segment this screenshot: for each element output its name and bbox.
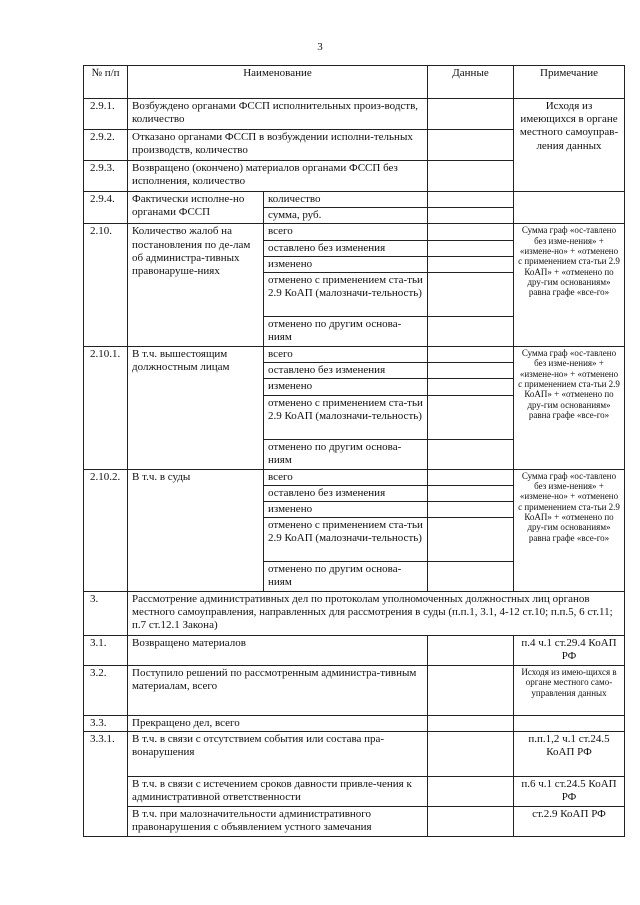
data-cell[interactable] (428, 130, 514, 161)
table-row: 3.1. Возвращено материалов п.4 ч.1 ст.29.4 КоАП РФ (84, 636, 625, 666)
table-row: 3.2. Поступило решений по рассмотренным администра-тивным материалам, всего Исходя из имею-щихся в органе местного само-управления данных (84, 666, 625, 716)
table-row: 2.9.4. Фактически исполне-но органами ФССП количество (84, 192, 625, 208)
table-row: 2.9.3. Возвращено (окончено) материалов органами ФССП без исполнения, количество (84, 161, 625, 192)
data-cell[interactable] (428, 316, 514, 346)
table-row: 2.9.2. Отказано органами ФССП в возбуждении исполни-тельных производств, количество (84, 130, 625, 161)
data-cell[interactable] (428, 346, 514, 362)
data-cell[interactable] (428, 99, 514, 130)
data-cell[interactable] (428, 379, 514, 395)
note-cell: Сумма граф «ос-тавлено без изме-нения» + «измене-но» + «отменено с применением ста-тьи 2.9 КоАП» + «отменено по дру-гим основаниям» равна графе «все-го» (514, 469, 625, 592)
table-row: 3. Рассмотрение административных дел по протоколам уполномоченных должностных лиц органов местного самоуправления, направленных для рассмотрения в суды (п.п.1, 3.1, 4-12 ст.10; п.п.5, 6 ст.11; п.7 ст.12.1 Закона) (84, 592, 625, 636)
note-cell: Сумма граф «ос-тавлено без изме-нения» + «измене-но» + «отменено с применением ста-тьи 2.9 КоАП» + «отменено по дру-гим основаниям» равна графе «все-го» (514, 224, 625, 347)
table-row: 3.3.1. В т.ч. в связи с отсутствием события или состава пра-вонарушения п.п.1,2 ч.1 ст.24.5 КоАП РФ (84, 732, 625, 777)
header-name: Наименование (128, 66, 428, 99)
data-cell[interactable] (428, 807, 514, 837)
note-cell (514, 192, 625, 224)
data-cell[interactable] (428, 395, 514, 439)
data-cell[interactable] (428, 192, 514, 208)
data-cell[interactable] (428, 501, 514, 517)
data-cell[interactable] (428, 272, 514, 316)
table-row: В т.ч. в связи с истечением сроков давности привле-чения к административной ответственности п.6 ч.1 ст.24.5 КоАП РФ (84, 777, 625, 807)
table-row: В т.ч. при малозначительности административного правонарушения с объявлением устного замечания ст.2.9 КоАП РФ (84, 807, 625, 837)
data-cell[interactable] (428, 485, 514, 501)
data-cell[interactable] (428, 469, 514, 485)
data-cell[interactable] (428, 732, 514, 777)
table-header (84, 66, 625, 99)
header-num: № п/п (84, 66, 128, 99)
table-row: 2.9.1. Возбуждено органами ФССП исполнительных произ-водств, количество Исходя из имеющихся в органе местного самоуправ-ления данных (84, 99, 625, 130)
data-cell[interactable] (428, 208, 514, 224)
table-row: 3.3. Прекращено дел, всего (84, 716, 625, 732)
data-cell[interactable] (428, 666, 514, 716)
data-cell[interactable] (428, 240, 514, 256)
note-cell: Исходя из имеющихся в органе местного самоуправ-ления данных (514, 99, 625, 192)
data-cell[interactable] (428, 636, 514, 666)
report-table: № п/п Наименование Данные Примечание 2.9.1. Возбуждено органами ФССП исполнительных произ-водств, количество Исходя из имеющихся в органе местного самоуправ-ления данных 2.9.2. Отказано органами ФССП в возбуждении исполни-тельных производств, количество 2.9.3. Возвращено (окончено) материалов органами ФССП без исполнения, количество 2.9.4. Фактически исполне-но органами ФССП количество сумма, руб. 2.10. Количество жалоб на постановления по де-лам об администра-тивных правонаруше-ниях всего Сумма граф «ос-тавлено без изме-нения» + «измене-но» + «отменено с применением ста-тьи 2.9 КоАП» + «отменено по дру-гим основаниям» равна графе «все-го» оставлено без изменения изменено отменено с применением ста-тьи 2.9 КоАП (малозначи-тельность) отменено по другим основа-ниям 2.10.1. В т.ч. вышестоящим должностным лицам всего Сумма граф «ос-тавлено без изме-нения» + «измене-но» + «отменено с применением ста-тьи 2.9 КоАП» + «отменено по дру-гим основаниям» равна графе «все-го» оставлено без изменения изменено отменено с применением ста-тьи 2.9 КоАП (малозначи-тельность) отменено по другим основа-ниям 2.10.2. В т.ч. в суды всего Сумма граф «ос-тавлено без изме-нения» + «измене-но» + «отменено с применением ста-тьи 2.9 КоАП» + «отменено по дру-гим основаниям» равна графе «все-го» оставлено без изменения изменено отменено с применением ста-тьи 2.9 КоАП (малозначи-тельность) отменено по другим основа-ниям 3. Рассмотрение административных дел по протоколам уполномоченных должностных лиц органов местного самоуправления, направленных для рассмотрения в суды (п.п.1, 3.1, 4-12 ст.10; п.п.5, 6 ст.11; п.7 ст.12.1 Закона) 3.1. Возвращено материалов п.4 ч.1 ст.29.4 КоАП РФ 3.2. Поступило решений по рассмотренным администра-тивным материалам, всего Исходя из имею-щихся в органе местного само-управления данных 3.3. Прекращено дел, всего 3.3.1. В т.ч. в связи с отсутствием события или состава пра-вонарушения п.п.1,2 ч.1 ст.24.5 КоАП РФ В т.ч. в связи с истечением сроков давности привле-чения к административной ответственности п.6 ч.1 ст.24.5 КоАП РФ В т.ч. при малозначительности административного правонарушения с объявлением устного замечания ст.2.9 КоАП РФ (83, 65, 625, 837)
note-cell: Сумма граф «ос-тавлено без изме-нения» + «измене-но» + «отменено с применением ста-тьи 2.9 КоАП» + «отменено по дру-гим основаниям» равна графе «все-го» (514, 346, 625, 469)
table-row: 2.10. Количество жалоб на постановления по де-лам об администра-тивных правонаруше-ниях всего Сумма граф «ос-тавлено без изме-нения» + «измене-но» + «отменено с применением ста-тьи 2.9 КоАП» + «отменено по дру-гим основаниям» равна графе «все-го» (84, 224, 625, 240)
table-row: 2.10.2. В т.ч. в суды всего Сумма граф «ос-тавлено без изме-нения» + «измене-но» + «отменено с применением ста-тьи 2.9 КоАП» + «отменено по дру-гим основаниям» равна графе «все-го» (84, 469, 625, 485)
data-cell[interactable] (428, 161, 514, 192)
table-row: сумма, руб. (84, 208, 625, 224)
data-cell[interactable] (428, 256, 514, 272)
header-note: Примечание (514, 66, 625, 99)
data-cell[interactable] (428, 716, 514, 732)
data-cell[interactable] (428, 562, 514, 592)
data-cell[interactable] (428, 363, 514, 379)
data-cell[interactable] (428, 518, 514, 562)
data-cell[interactable] (428, 777, 514, 807)
data-cell[interactable] (428, 224, 514, 240)
header-data: Данные (428, 66, 514, 99)
page-number: 3 (317, 41, 323, 53)
table-row: 2.10.1. В т.ч. вышестоящим должностным лицам всего Сумма граф «ос-тавлено без изме-нения» + «измене-но» + «отменено с применением ста-тьи 2.9 КоАП» + «отменено по дру-гим основаниям» равна графе «все-го» (84, 346, 625, 362)
data-cell[interactable] (428, 439, 514, 469)
